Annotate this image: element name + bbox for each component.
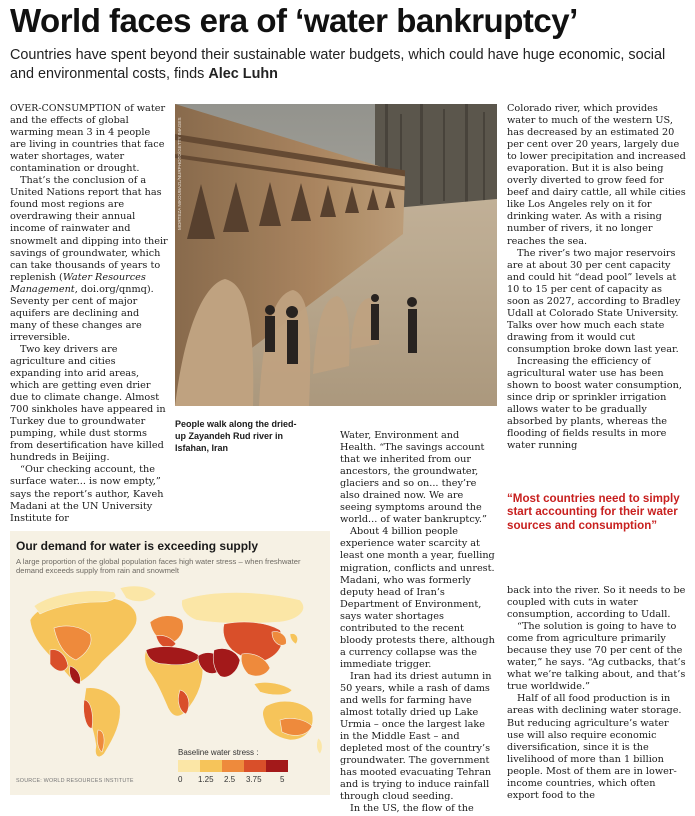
- photo-caption: People walk along the dried-up Zayandeh Rud river in Isfahan, Iran: [175, 419, 297, 453]
- standfirst: [10, 46, 690, 84]
- legend-swatch: [244, 760, 266, 772]
- body-column-3-bottom: [507, 585, 687, 802]
- dropcap-lead: OVER-CONSUMPTION: [10, 103, 122, 114]
- headline: World faces era of ‘water bankruptcy’: [10, 2, 578, 39]
- paragraph: Colorado river, which provides water to much of the western US, has decreased by an estimated 20 per cent over 20 years, largely due to lower precipitation and increased evaporation. But it is also being overly diverted to grow feed for beef and dairy cattle, all while cities like Los Angeles rely on it for drinking water. As with a rising number of rivers, it no longer reaches the sea.: [507, 103, 686, 247]
- legend-swatch: [222, 760, 244, 772]
- paragraph: Two key drivers are agriculture and cities expanding into arid areas, which are getting even drier due to climate change. Almost 700 sinkholes have appeared in Turkey due to groundwater pumping, while dust storms from desertification have killed hundreds in Beijing.: [10, 343, 166, 464]
- legend-tick: 0: [178, 775, 183, 784]
- paragraph: In the US, the flow of the: [350, 803, 474, 815]
- paragraph: That’s the conclusion of a United Nations report that has found most regions are overdrawing their annual income of rainwater and snowmelt and dipping into their savings of groundwater, which can take thousands of years to replenish (Water Resources Management, doi.org/qnmq). Seventy per cent of major aquifers are declining and many of these changes are irreversible.: [10, 175, 168, 343]
- paragraph: Half of all food production is in areas with declining water storage. But reducing agriculture’s water use will also require economic diversification, since it is the livelihood of more than 1 billion people. Most of them are in lower-income countries, which often export food to the: [507, 693, 682, 801]
- river-photo: [175, 104, 497, 406]
- map-source: SOURCE: WORLD RESOURCES INSTITUTE: [16, 778, 134, 784]
- map-title: Our demand for water is exceeding supply: [16, 539, 259, 553]
- standfirst-text: Countries have spent beyond their sustainable water budgets, which could have huge economic, social and environmental costs, finds: [10, 47, 666, 82]
- paragraph: back into the river. So it needs to be coupled with cuts in water consumption, according to Udall.: [507, 585, 686, 621]
- photo-credit: MORTEZA NIKOUBAZL/NURPHOTO/GETTY IMAGES: [177, 117, 182, 230]
- body-column-3-top: [507, 103, 687, 452]
- legend-title: Baseline water stress :: [178, 748, 259, 757]
- body-column-1: [10, 103, 168, 525]
- pull-quote: “Most countries need to simply start accounting for their water sources and consumption”: [507, 492, 680, 532]
- body-column-2: [340, 430, 497, 816]
- paragraph: Iran had its driest autumn in 50 years, while a rash of dams and wells for farming have almost totally dried up Lake Urmia – once the largest lake in the Middle East – and depleted most of the country’s groundwater. The government has mooted evacuating Tehran and is trying to induce rainfall through cloud seeding.: [340, 670, 492, 803]
- paragraph: About 4 billion people experience water scarcity at least one month a year, fuelling migration, conflicts and unrest. Madani, who was formerly deputy head of Iran’s Department of Environment, says water shortages contributed to the recent bloody protests there, although a currency collapse was the immediate trigger.: [340, 526, 495, 670]
- legend-tick: 2.5: [224, 775, 236, 784]
- author-name: Alec Luhn: [208, 66, 278, 82]
- legend-swatch: [266, 760, 288, 772]
- legend-swatch: [200, 760, 222, 772]
- legend-tick: 5: [280, 775, 285, 784]
- legend-color-scale: [178, 760, 288, 772]
- map-subtitle: A large proportion of the global population faces high water stress – when freshwater demand exceeds supply from rain and snowmelt: [16, 557, 301, 576]
- legend-tick: 1.25: [198, 775, 214, 784]
- paragraph: “The solution is going to have to come from agriculture primarily because they use 70 per cent of the water,” he says. “Ag cutbacks, that’s what we’re talking about, and that’s true worldwide.”: [507, 621, 686, 693]
- paragraph: Increasing the efficiency of agricultural water use has been shown to boost water consumption, since drip or sprinkler irrigation allows water to be gradually absorbed by plants, whereas the flooding of fields results in more water running: [507, 355, 682, 452]
- paragraph: Water, Environment and Health. “The savings account that we inherited from our ancestors, the groundwater, glaciers and so on... they’re also drained now. We are seeing symptoms around the world... of water bankruptcy.”: [340, 430, 487, 526]
- paragraph: The river’s two major reservoirs are at about 30 per cent capacity and could hit “dead pool” levels at 10 to 15 per cent of capacity as soon as 2027, according to Bradley Udall at Colorado State University. Talks over how much each state drawing from it would cut consumption broke down last year.: [507, 247, 681, 355]
- paragraph: OVER-CONSUMPTION of water and the effects of global warming mean 3 in 4 people are living in countries that face water shortages, water contamination or drought.: [10, 103, 166, 175]
- legend-swatch: [178, 760, 200, 772]
- world-water-stress-map: [10, 580, 330, 770]
- paragraph: “Our checking account, the surface water... is now empty,” says the report’s author, Kaveh Madani at the UN University Institute for: [10, 464, 164, 524]
- journal-name: Water Resources Management: [10, 271, 146, 295]
- legend-tick: 3.75: [246, 775, 262, 784]
